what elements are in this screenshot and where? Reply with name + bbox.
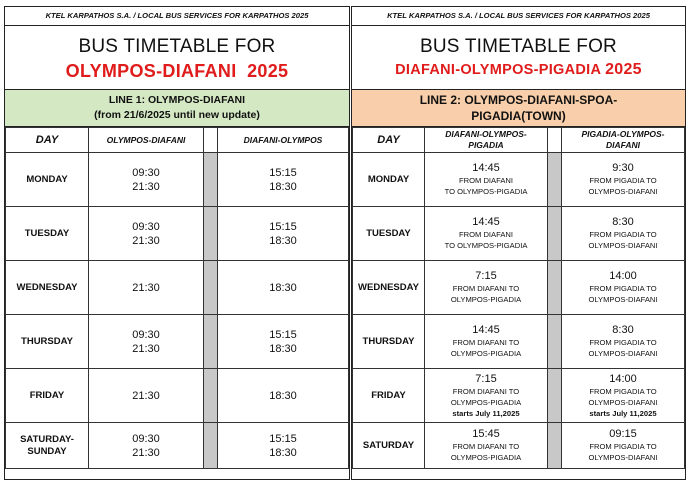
route-note: FROM DIAFANI [458,176,513,185]
time: 09:15 [609,428,637,440]
time: 21:30 [132,389,160,402]
table-row [353,261,685,315]
return-times [218,315,349,369]
return-cell [562,153,685,207]
time: 15:15 [269,220,297,233]
day-cell: THURSDAY [353,315,425,369]
time: 18:30 [269,446,297,459]
return-times [218,153,349,207]
line2-table [352,127,685,469]
route-note: FROM DIAFANI TO [452,442,520,451]
timetable-title: BUS TIMETABLE FOR [420,36,617,57]
separator [548,315,562,369]
route-note: TO OLYMPOS-PIGADIA [444,187,528,196]
day-cell: MONDAY [353,153,425,207]
col-header-return [562,128,685,153]
title-block [352,26,685,90]
line-subtitle: (from 21/6/2025 until new update) [94,109,260,121]
route-note: OLYMPOS-PIGADIA [450,453,522,462]
day-cell: SATURDAY [353,423,425,469]
table-row [353,315,685,369]
route-year: 2025 [247,61,289,81]
table-row [6,315,349,369]
col-header-day: DAY [353,128,425,153]
table-row [353,369,685,423]
table-row [353,153,685,207]
route-note: FROM DIAFANI TO [452,338,520,347]
route-note: FROM PIGADIA TO [589,442,657,451]
col-header-return: DIAFANI-OLYMPOS [218,128,349,153]
separator [548,128,562,153]
return-times [218,261,349,315]
col-header-day: DAY [6,128,89,153]
start-date-note: starts July 11,2025 [589,408,657,418]
route-title [5,61,349,82]
table-row [6,423,349,469]
time: 09:30 [132,166,160,179]
outbound-cell [425,423,548,469]
time: 8:30 [612,324,634,336]
route-note: OLYMPOS-DIAFANI [588,187,658,196]
route-note: FROM DIAFANI TO [452,386,520,396]
day-cell [6,423,89,469]
line-header [352,90,685,127]
time: 14:00 [609,372,637,385]
outbound-times [89,369,204,423]
return-times [218,207,349,261]
day-cell: FRIDAY [6,369,89,423]
table-row [6,207,349,261]
time: 7:15 [475,372,497,385]
day-cell: TUESDAY [6,207,89,261]
return-cell [562,315,685,369]
day-cell: FRIDAY [353,369,425,423]
separator [204,315,218,369]
time: 18:30 [269,281,297,294]
line-header [5,90,349,127]
route-note: OLYMPOS-PIGADIA [450,349,522,358]
time: 21:30 [132,446,160,459]
outbound-times [89,261,204,315]
time: 14:45 [472,216,500,228]
time: 14:00 [609,270,637,282]
outbound-cell [425,207,548,261]
time: 21:30 [132,281,160,294]
route-note: OLYMPOS-DIAFANI [588,295,658,304]
time: 9:30 [612,162,634,174]
time: 7:15 [475,270,497,282]
line-title: LINE 1: OLYMPOS-DIAFANI [108,94,246,106]
route-note: FROM PIGADIA TO [589,176,657,185]
col-header-outbound-label: DIAFANI-OLYMPOS-PIGADIA [445,129,527,150]
table-row [6,261,349,315]
line-subtitle: PIGADIA(TOWN) [471,109,566,123]
route-note: FROM DIAFANI [458,230,513,239]
route-note: OLYMPOS-PIGADIA [450,295,522,304]
time: 21:30 [132,180,160,193]
separator [204,207,218,261]
route-note: FROM PIGADIA TO [589,386,657,396]
separator [204,261,218,315]
time: 18:30 [269,234,297,247]
separator [548,207,562,261]
time: 18:30 [269,389,297,402]
route-note: OLYMPOS-DIAFANI [588,349,658,358]
time: 8:30 [612,216,634,228]
route-note: TO OLYMPOS-PIGADIA [444,241,528,250]
separator [548,423,562,469]
col-header-outbound [425,128,548,153]
separator [548,153,562,207]
route-name: OLYMPOS-DIAFANI [65,61,237,81]
line2-panel [351,6,686,480]
timetable-title: BUS TIMETABLE FOR [78,36,276,57]
outbound-times [89,315,204,369]
outbound-cell [425,315,548,369]
title-block [5,26,349,90]
time: 21:30 [132,234,160,247]
time: 09:30 [132,328,160,341]
separator [548,261,562,315]
separator [204,423,218,469]
start-date-note: starts July 11,2025 [452,408,520,418]
route-year: 2025 [605,61,642,78]
route-name: DIAFANI-OLYMPOS-PIGADIA [395,62,601,78]
separator [204,153,218,207]
table-row [6,369,349,423]
outbound-times [89,423,204,469]
time: 15:15 [269,166,297,179]
separator [204,128,218,153]
time: 14:45 [472,162,500,174]
table-row [353,423,685,469]
day-cell: WEDNESDAY [353,261,425,315]
line1-table [5,127,349,469]
day-cell: WEDNESDAY [6,261,89,315]
outbound-times [89,207,204,261]
outbound-cell [425,261,548,315]
return-cell [562,423,685,469]
day-cell: MONDAY [6,153,89,207]
route-note: OLYMPOS-DIAFANI [588,453,658,462]
table-row [353,207,685,261]
separator [548,369,562,423]
return-cell [562,207,685,261]
day-label: SATURDAY-SUNDAY [20,433,74,457]
line1-panel [4,6,350,480]
outbound-times [89,153,204,207]
route-title [352,61,685,79]
time: 09:30 [132,220,160,233]
time: 15:45 [472,428,500,440]
col-header-outbound: OLYMPOS-DIAFANI [89,128,204,153]
time: 15:15 [269,432,297,445]
time: 21:30 [132,342,160,355]
time: 14:45 [472,324,500,336]
day-cell: THURSDAY [6,315,89,369]
company-header: KTEL KARPATHOS S.A. / LOCAL BUS SERVICES FOR KARPATHOS 2025 [5,7,349,26]
time: 18:30 [269,180,297,193]
route-note: OLYMPOS-PIGADIA [450,397,522,407]
separator [204,369,218,423]
table-row [6,153,349,207]
return-cell [562,369,685,423]
route-note: FROM DIAFANI TO [452,284,520,293]
day-cell: TUESDAY [353,207,425,261]
company-header: KTEL KARPATHOS S.A. / LOCAL BUS SERVICES FOR KARPATHOS 2025 [352,7,685,26]
route-note: FROM PIGADIA TO [589,284,657,293]
route-note: OLYMPOS-DIAFANI [588,241,658,250]
return-times [218,423,349,469]
route-note: FROM PIGADIA TO [589,230,657,239]
return-times [218,369,349,423]
route-note: OLYMPOS-DIAFANI [588,397,658,407]
col-header-return-label: PIGADIA-OLYMPOS-DIAFANI [581,129,665,150]
time: 15:15 [269,328,297,341]
outbound-cell [425,153,548,207]
time: 18:30 [269,342,297,355]
return-cell [562,261,685,315]
time: 09:30 [132,432,160,445]
line-title: LINE 2: OLYMPOS-DIAFANI-SPOA- [419,93,618,107]
outbound-cell [425,369,548,423]
route-note: FROM PIGADIA TO [589,338,657,347]
